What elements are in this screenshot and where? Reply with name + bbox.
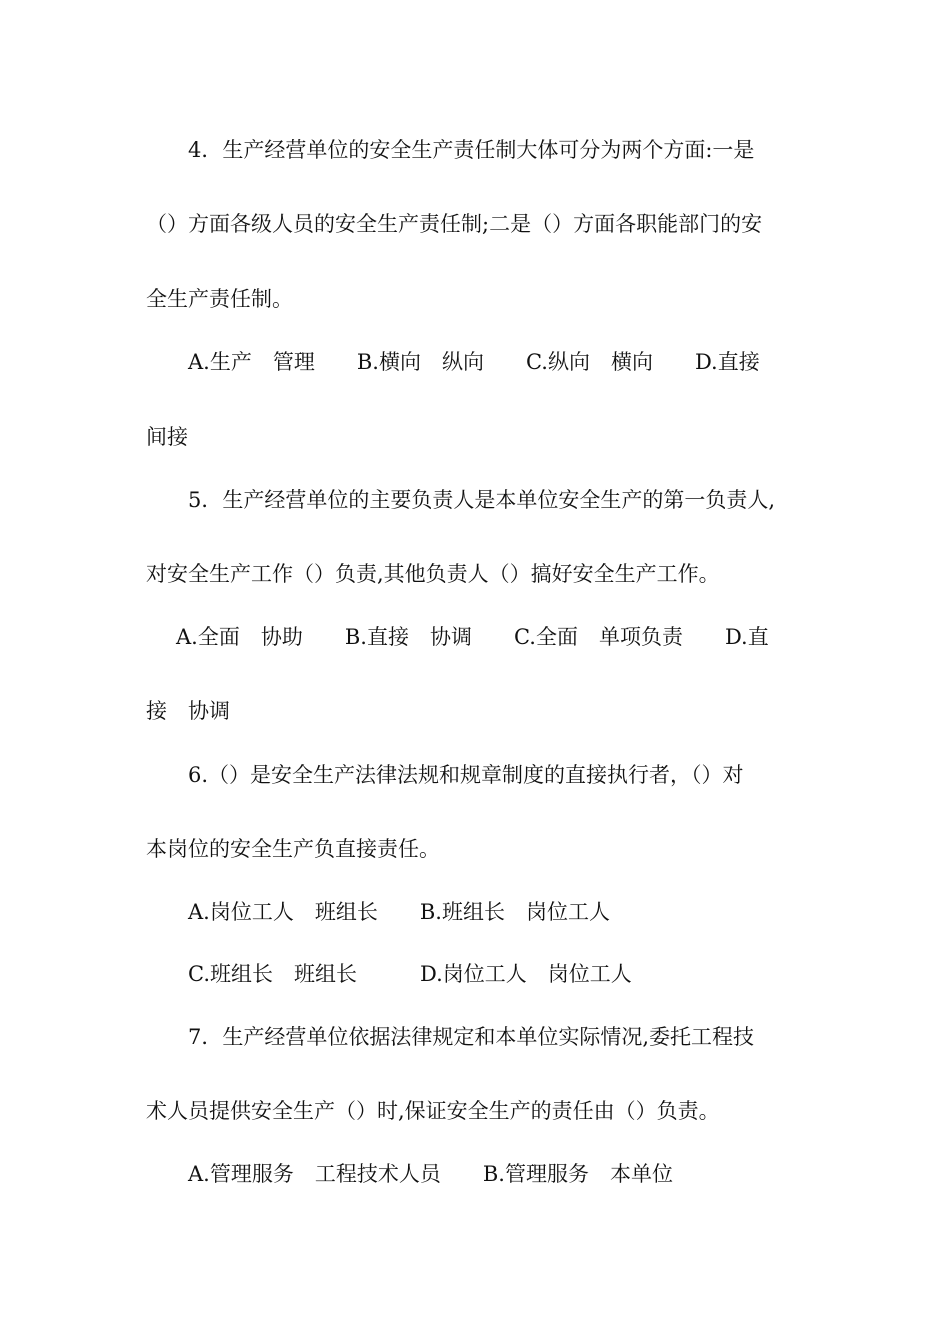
q7-stem-line-2: 术人员提供安全生产（）时,保证安全生产的责任由（）负责。 xyxy=(146,1099,720,1123)
q4-options-line-1: A.生产 管理 B.横向 纵向 C.纵向 横向 D.直接 xyxy=(188,350,760,374)
q6-stem-line-1: 6.（）是安全生产法律法规和规章制度的直接执行者，（）对 xyxy=(188,763,744,787)
q4-stem-line-2: （）方面各级人员的安全生产责任制;二是（）方面各职能部门的安 xyxy=(146,212,763,236)
q7-options-line-1: A.管理服务 工程技术人员 B.管理服务 本单位 xyxy=(188,1162,673,1186)
q4-options-line-2: 间接 xyxy=(146,425,188,449)
q6-options-line-2: C.班组长 班组长 D.岗位工人 岗位工人 xyxy=(188,962,632,986)
q5-options-line-1: A.全面 协助 B.直接 协调 C.全面 单项负责 D.直 xyxy=(176,625,769,649)
q4-stem-line-3: 全生产责任制。 xyxy=(146,287,293,311)
q5-stem-line-1: 5．生产经营单位的主要负责人是本单位安全生产的第一负责人, xyxy=(188,488,776,512)
q4-stem-line-1: 4．生产经营单位的安全生产责任制大体可分为两个方面:一是 xyxy=(188,138,755,162)
q5-options-line-2: 接 协调 xyxy=(146,699,230,723)
q5-stem-line-2: 对安全生产工作（）负责,其他负责人（）搞好安全生产工作。 xyxy=(146,562,720,586)
q7-stem-line-1: 7．生产经营单位依据法律规定和本单位实际情况,委托工程技 xyxy=(188,1025,755,1049)
q6-options-line-1: A.岗位工人 班组长 B.班组长 岗位工人 xyxy=(188,900,610,924)
q6-stem-line-2: 本岗位的安全生产负直接责任。 xyxy=(146,837,440,861)
